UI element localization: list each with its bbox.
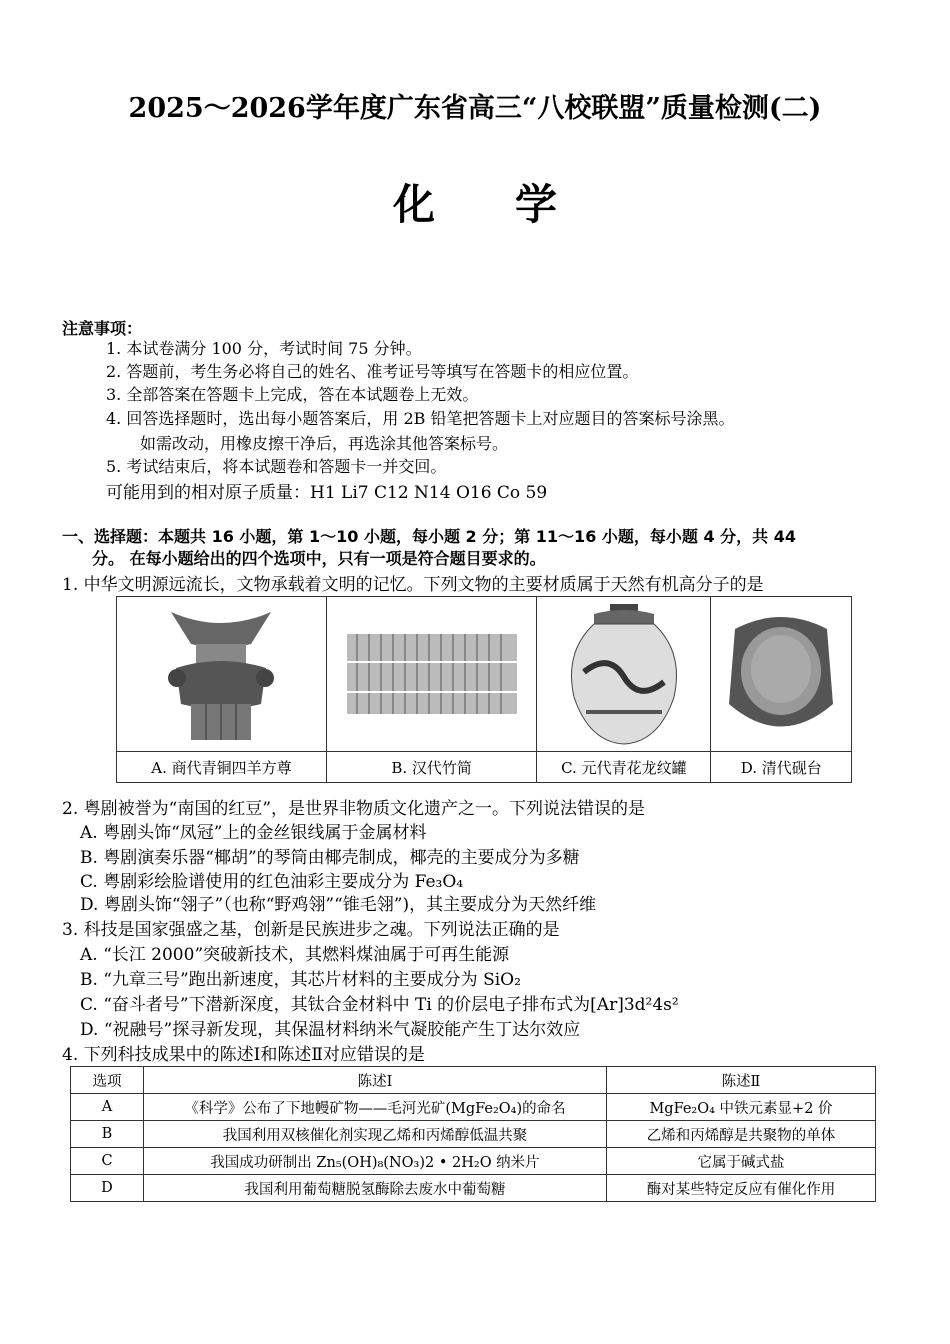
q1-image-d — [711, 597, 852, 752]
q4-row-d-statement-2: 酶对某些特定反应有催化作用 — [607, 1175, 876, 1202]
q3-option-c: C. “奋斗者号”下潜新深度，其钛合金材料中 Ti 的价层电子排布式为[Ar]3d²4s² — [80, 995, 679, 1015]
subject-char-2: 学 — [515, 180, 558, 229]
q4-row-b-statement-2: 乙烯和丙烯醇是共聚物的单体 — [607, 1121, 876, 1148]
notice-item-3: 3. 全部答案在答题卡上完成，答在本试题卷上无效。 — [106, 385, 479, 404]
notice-item-5: 5. 考试结束后，将本试题卷和答题卡一并交回。 — [106, 457, 447, 476]
subject-title — [0, 172, 950, 232]
atomic-mass-line: 可能用到的相对原子质量：H1 Li7 C12 N14 O16 Co 59 — [106, 483, 548, 503]
section-1-line-1: 一、选择题：本题共 16 小题，第 1～10 小题，每小题 2 分；第 11～16 小题，每小题 4 分，共 44 — [62, 527, 797, 546]
q1-option-b: B. 汉代竹简 — [326, 752, 536, 783]
q2-option-b: B. 粤剧演奏乐器“椰胡”的琴筒由椰壳制成，椰壳的主要成分为多糖 — [80, 848, 580, 868]
q3-stem: 3. 科技是国家强盛之基，创新是民族进步之魂。下列说法正确的是 — [62, 920, 560, 940]
q2-stem: 2. 粤剧被誉为“南国的红豆”，是世界非物质文化遗产之一。下列说法错误的是 — [62, 799, 646, 819]
q2-option-d: D. 粤剧头饰“翎子”（也称“野鸡翎”“锥毛翎”)，其主要成分为天然纤维 — [80, 895, 597, 915]
q3-option-a: A. “长江 2000”突破新技术，其燃料煤油属于可再生能源 — [80, 945, 510, 965]
q4-header-statement-1: 陈述Ⅰ — [144, 1067, 607, 1094]
notice-item-4-cont: 如需改动，用橡皮擦干净后，再选涂其他答案标号。 — [140, 434, 509, 453]
q4-stem: 4. 下列科技成果中的陈述Ⅰ和陈述Ⅱ对应错误的是 — [62, 1045, 425, 1065]
q1-image-b — [326, 597, 536, 752]
section-1-line-2: 分。 在每小题给出的四个选项中，只有一项是符合题目要求的。 — [92, 549, 546, 568]
q3-option-b: B. “九章三号”跑出新速度，其芯片材料的主要成分为 SiO₂ — [80, 970, 521, 990]
q4-row-c-statement-2: 它属于碱式盐 — [607, 1148, 876, 1175]
q1-stem: 1. 中华文明源远流长，文物承载着文明的记忆。下列文物的主要材质属于天然有机高分子的是 — [62, 575, 764, 595]
q4-table — [70, 1066, 876, 1202]
q4-header-statement-2: 陈述Ⅱ — [607, 1067, 876, 1094]
q4-row-b-label: B — [71, 1121, 144, 1148]
q1-option-c: C. 元代青花龙纹罐 — [537, 752, 711, 783]
q3-option-d: D. “祝融号”探寻新发现，其保温材料纳米气凝胶能产生丁达尔效应 — [80, 1020, 581, 1040]
q4-row-c-label: C — [71, 1148, 144, 1175]
table-row — [71, 1148, 876, 1175]
inkstone-icon — [725, 609, 837, 739]
q4-row-a-statement-1: 《科学》公布了下地幔矿物——毛河光矿(MgFe₂O₄)的命名 — [144, 1094, 607, 1121]
q4-header-row — [71, 1067, 876, 1094]
q1-image-a — [117, 597, 327, 752]
table-row — [71, 1121, 876, 1148]
subject-char-1: 化 — [392, 180, 435, 229]
q4-row-a-statement-2: MgFe₂O₄ 中铁元素显+2 价 — [607, 1094, 876, 1121]
section-1-heading — [62, 526, 796, 570]
q1-option-d: D. 清代砚台 — [711, 752, 852, 783]
notice-item-4: 4. 回答选择题时，选出每小题答案后，用 2B 铅笔把答题卡上对应题目的答案标号涂黑。 — [106, 409, 735, 428]
q2-option-a: A. 粤剧头饰“凤冠”上的金丝银线属于金属材料 — [80, 823, 427, 843]
notice-item-1: 1. 本试卷满分 100 分，考试时间 75 分钟。 — [106, 339, 422, 358]
notice-item-2: 2. 答题前，考生务必将自己的姓名、准考证号等填写在答题卡的相应位置。 — [106, 362, 639, 381]
q1-image-c — [537, 597, 711, 752]
q1-option-a: A. 商代青铜四羊方尊 — [117, 752, 327, 783]
q4-row-a-label: A — [71, 1094, 144, 1121]
q2-option-c: C. 粤剧彩绘脸谱使用的红色油彩主要成分为 Fe₃O₄ — [80, 872, 464, 892]
notice-heading: 注意事项： — [62, 319, 143, 338]
table-row — [71, 1094, 876, 1121]
q1-image-table — [116, 596, 852, 783]
q4-row-c-statement-1: 我国成功研制出 Zn₅(OH)₈(NO₃)2 • 2H₂O 纳米片 — [144, 1148, 607, 1175]
exam-title: 2025～2026学年度广东省高三“八校联盟”质量检测(二) — [128, 93, 822, 124]
q4-row-d-label: D — [71, 1175, 144, 1202]
table-row — [71, 1175, 876, 1202]
q4-row-b-statement-1: 我国利用双核催化剂实现乙烯和丙烯醇低温共聚 — [144, 1121, 607, 1148]
q4-row-d-statement-1: 我国利用葡萄糖脱氢酶除去废水中葡萄糖 — [144, 1175, 607, 1202]
q4-header-option: 选项 — [71, 1067, 144, 1094]
blue-white-jar-icon — [564, 602, 684, 747]
bronze-zun-icon — [151, 604, 291, 744]
bamboo-slips-icon — [347, 634, 517, 714]
